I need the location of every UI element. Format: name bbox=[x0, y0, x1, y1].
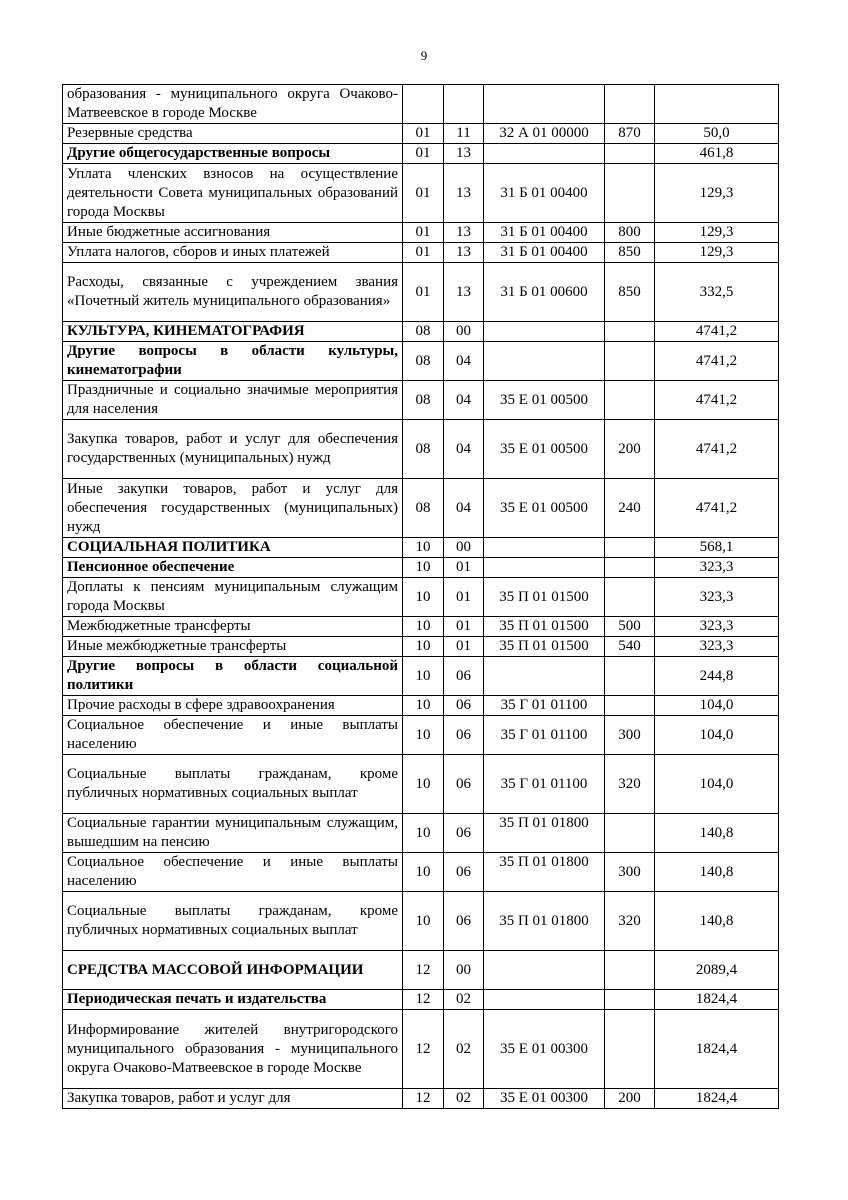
section-code-cell: 08 bbox=[403, 420, 444, 479]
table-row bbox=[63, 951, 779, 990]
amount-cell: 323,3 bbox=[655, 617, 779, 637]
amount-cell: 50,0 bbox=[655, 124, 779, 144]
amount-cell: 140,8 bbox=[655, 814, 779, 853]
amount-cell bbox=[655, 85, 779, 124]
amount-cell: 332,5 bbox=[655, 263, 779, 322]
target-article-cell: 35 Е 01 00300 bbox=[484, 1089, 605, 1109]
row-name-cell: Доплаты к пенсиям муниципальным служащим города Москвы bbox=[63, 578, 403, 617]
amount-cell: 323,3 bbox=[655, 637, 779, 657]
table-row bbox=[63, 755, 779, 814]
row-name-cell: Другие вопросы в области культуры, кинематографии bbox=[63, 342, 403, 381]
expense-type-cell bbox=[605, 1010, 655, 1089]
expense-type-cell bbox=[605, 990, 655, 1010]
section-code-cell: 10 bbox=[403, 578, 444, 617]
amount-cell: 4741,2 bbox=[655, 381, 779, 420]
table-row bbox=[63, 85, 779, 124]
subsection-code-cell: 06 bbox=[444, 755, 484, 814]
table-row bbox=[63, 342, 779, 381]
expense-type-cell: 540 bbox=[605, 637, 655, 657]
row-name-cell: Социальные выплаты гражданам, кроме публичных нормативных социальных выплат bbox=[63, 892, 403, 951]
subsection-code-cell: 01 bbox=[444, 637, 484, 657]
expense-type-cell: 200 bbox=[605, 420, 655, 479]
amount-cell: 323,3 bbox=[655, 578, 779, 617]
row-name-cell: Социальное обеспечение и иные выплаты населению bbox=[63, 716, 403, 755]
expense-type-cell bbox=[605, 814, 655, 853]
subsection-code-cell: 06 bbox=[444, 696, 484, 716]
table-row bbox=[63, 892, 779, 951]
target-article-cell bbox=[484, 144, 605, 164]
section-code-cell: 10 bbox=[403, 617, 444, 637]
table-row bbox=[63, 381, 779, 420]
row-name-cell: Социальные выплаты гражданам, кроме публичных нормативных социальных выплат bbox=[63, 755, 403, 814]
table-row bbox=[63, 716, 779, 755]
section-code-cell: 10 bbox=[403, 558, 444, 578]
section-code-cell: 12 bbox=[403, 951, 444, 990]
table-row bbox=[63, 578, 779, 617]
target-article-cell: 35 Е 01 00500 bbox=[484, 381, 605, 420]
expense-type-cell: 870 bbox=[605, 124, 655, 144]
subsection-code-cell: 06 bbox=[444, 853, 484, 892]
table-row bbox=[63, 814, 779, 853]
subsection-code-cell: 01 bbox=[444, 617, 484, 637]
expense-type-cell: 500 bbox=[605, 617, 655, 637]
target-article-cell bbox=[484, 322, 605, 342]
row-name-cell: Праздничные и социально значимые мероприятия для населения bbox=[63, 381, 403, 420]
target-article-cell: 35 П 01 01500 bbox=[484, 617, 605, 637]
row-name-cell: Закупка товаров, работ и услуг для обеспечения государственных (муниципальных) нужд bbox=[63, 420, 403, 479]
table-row bbox=[63, 322, 779, 342]
subsection-code-cell: 00 bbox=[444, 538, 484, 558]
section-code-cell: 01 bbox=[403, 223, 444, 243]
amount-cell: 1824,4 bbox=[655, 1089, 779, 1109]
target-article-cell bbox=[484, 85, 605, 124]
subsection-code-cell: 04 bbox=[444, 479, 484, 538]
table-row bbox=[63, 637, 779, 657]
row-name-cell: Расходы, связанные с учреждением звания «Почетный житель муниципального образования» bbox=[63, 263, 403, 322]
subsection-code-cell: 13 bbox=[444, 164, 484, 223]
target-article-cell: 35 Г 01 01100 bbox=[484, 755, 605, 814]
row-name-cell: КУЛЬТУРА, КИНЕМАТОГРАФИЯ bbox=[63, 322, 403, 342]
section-code-cell: 10 bbox=[403, 853, 444, 892]
target-article-cell: 35 Е 01 00300 bbox=[484, 1010, 605, 1089]
target-article-cell: 35 П 01 01800 bbox=[484, 853, 605, 892]
subsection-code-cell: 01 bbox=[444, 578, 484, 617]
section-code-cell: 01 bbox=[403, 124, 444, 144]
target-article-cell bbox=[484, 657, 605, 696]
row-name-cell: Межбюджетные трансферты bbox=[63, 617, 403, 637]
expense-type-cell bbox=[605, 538, 655, 558]
amount-cell: 2089,4 bbox=[655, 951, 779, 990]
amount-cell: 129,3 bbox=[655, 164, 779, 223]
amount-cell: 244,8 bbox=[655, 657, 779, 696]
amount-cell: 104,0 bbox=[655, 755, 779, 814]
amount-cell: 129,3 bbox=[655, 223, 779, 243]
expense-type-cell bbox=[605, 951, 655, 990]
subsection-code-cell: 02 bbox=[444, 990, 484, 1010]
expense-type-cell bbox=[605, 342, 655, 381]
target-article-cell bbox=[484, 990, 605, 1010]
subsection-code-cell: 04 bbox=[444, 420, 484, 479]
target-article-cell: 35 П 01 01800 bbox=[484, 814, 605, 853]
expense-type-cell: 850 bbox=[605, 243, 655, 263]
expense-type-cell bbox=[605, 85, 655, 124]
expense-type-cell: 300 bbox=[605, 716, 655, 755]
amount-cell: 1824,4 bbox=[655, 990, 779, 1010]
expense-type-cell bbox=[605, 558, 655, 578]
table-row bbox=[63, 990, 779, 1010]
table-row bbox=[63, 124, 779, 144]
section-code-cell: 01 bbox=[403, 164, 444, 223]
row-name-cell: Иные бюджетные ассигнования bbox=[63, 223, 403, 243]
amount-cell: 4741,2 bbox=[655, 322, 779, 342]
table-row bbox=[63, 853, 779, 892]
row-name-cell: Закупка товаров, работ и услуг для bbox=[63, 1089, 403, 1109]
target-article-cell: 35 Е 01 00500 bbox=[484, 479, 605, 538]
target-article-cell: 31 Б 01 00400 bbox=[484, 243, 605, 263]
expense-type-cell: 800 bbox=[605, 223, 655, 243]
table-row bbox=[63, 657, 779, 696]
row-name-cell: Другие вопросы в области социальной политики bbox=[63, 657, 403, 696]
expense-type-cell: 300 bbox=[605, 853, 655, 892]
row-name-cell: Прочие расходы в сфере здравоохранения bbox=[63, 696, 403, 716]
target-article-cell: 31 Б 01 00400 bbox=[484, 223, 605, 243]
target-article-cell: 31 Б 01 00600 bbox=[484, 263, 605, 322]
section-code-cell: 08 bbox=[403, 381, 444, 420]
target-article-cell: 35 П 01 01500 bbox=[484, 578, 605, 617]
amount-cell: 4741,2 bbox=[655, 479, 779, 538]
amount-cell: 140,8 bbox=[655, 853, 779, 892]
subsection-code-cell: 13 bbox=[444, 243, 484, 263]
section-code-cell: 08 bbox=[403, 479, 444, 538]
amount-cell: 129,3 bbox=[655, 243, 779, 263]
amount-cell: 323,3 bbox=[655, 558, 779, 578]
amount-cell: 140,8 bbox=[655, 892, 779, 951]
table-row bbox=[63, 1010, 779, 1089]
expense-type-cell bbox=[605, 657, 655, 696]
row-name-cell: СРЕДСТВА МАССОВОЙ ИНФОРМАЦИИ bbox=[63, 951, 403, 990]
target-article-cell: 35 Г 01 01100 bbox=[484, 716, 605, 755]
row-name-cell: Иные закупки товаров, работ и услуг для обеспечения государственных (муниципальных) нужд bbox=[63, 479, 403, 538]
amount-cell: 104,0 bbox=[655, 716, 779, 755]
subsection-code-cell: 00 bbox=[444, 951, 484, 990]
section-code-cell: 12 bbox=[403, 990, 444, 1010]
budget-table-body bbox=[63, 85, 779, 1109]
subsection-code-cell: 02 bbox=[444, 1010, 484, 1089]
expense-type-cell bbox=[605, 381, 655, 420]
row-name-cell: Социальные гарантии муниципальным служащим, вышедшим на пенсию bbox=[63, 814, 403, 853]
row-name-cell: Резервные средства bbox=[63, 124, 403, 144]
amount-cell: 4741,2 bbox=[655, 420, 779, 479]
section-code-cell: 08 bbox=[403, 322, 444, 342]
expense-type-cell bbox=[605, 322, 655, 342]
section-code-cell: 10 bbox=[403, 657, 444, 696]
subsection-code-cell: 06 bbox=[444, 657, 484, 696]
section-code-cell: 12 bbox=[403, 1010, 444, 1089]
subsection-code-cell: 13 bbox=[444, 223, 484, 243]
section-code-cell: 01 bbox=[403, 243, 444, 263]
row-name-cell: СОЦИАЛЬНАЯ ПОЛИТИКА bbox=[63, 538, 403, 558]
table-row bbox=[63, 223, 779, 243]
row-name-cell: Периодическая печать и издательства bbox=[63, 990, 403, 1010]
table-row bbox=[63, 243, 779, 263]
target-article-cell: 35 Е 01 00500 bbox=[484, 420, 605, 479]
row-name-cell: Информирование жителей внутригородского муниципального образования - муниципального округа Очаково-Матвеевское в городе Москве bbox=[63, 1010, 403, 1089]
section-code-cell: 10 bbox=[403, 696, 444, 716]
subsection-code-cell: 04 bbox=[444, 381, 484, 420]
table-row bbox=[63, 164, 779, 223]
table-row bbox=[63, 263, 779, 322]
table-row bbox=[63, 479, 779, 538]
page-number: 9 bbox=[420, 48, 428, 63]
amount-cell: 1824,4 bbox=[655, 1010, 779, 1089]
row-name-cell: Иные межбюджетные трансферты bbox=[63, 637, 403, 657]
target-article-cell: 35 П 01 01800 bbox=[484, 892, 605, 951]
table-row bbox=[63, 617, 779, 637]
subsection-code-cell: 02 bbox=[444, 1089, 484, 1109]
section-code-cell: 10 bbox=[403, 637, 444, 657]
section-code-cell: 10 bbox=[403, 538, 444, 558]
row-name-cell: Другие общегосударственные вопросы bbox=[63, 144, 403, 164]
expense-type-cell: 200 bbox=[605, 1089, 655, 1109]
row-name-cell: образования - муниципального округа Очаково-Матвеевское в городе Москве bbox=[63, 85, 403, 124]
amount-cell: 568,1 bbox=[655, 538, 779, 558]
target-article-cell bbox=[484, 558, 605, 578]
subsection-code-cell: 00 bbox=[444, 322, 484, 342]
budget-table bbox=[62, 84, 779, 1109]
expense-type-cell bbox=[605, 696, 655, 716]
subsection-code-cell: 11 bbox=[444, 124, 484, 144]
expense-type-cell: 320 bbox=[605, 755, 655, 814]
subsection-code-cell: 06 bbox=[444, 892, 484, 951]
table-row bbox=[63, 538, 779, 558]
table-row bbox=[63, 144, 779, 164]
expense-type-cell: 320 bbox=[605, 892, 655, 951]
section-code-cell: 01 bbox=[403, 144, 444, 164]
amount-cell: 104,0 bbox=[655, 696, 779, 716]
subsection-code-cell: 06 bbox=[444, 814, 484, 853]
section-code-cell: 01 bbox=[403, 263, 444, 322]
section-code-cell: 10 bbox=[403, 716, 444, 755]
row-name-cell: Уплата членских взносов на осуществление деятельности Совета муниципальных образований города Москвы bbox=[63, 164, 403, 223]
target-article-cell: 35 П 01 01500 bbox=[484, 637, 605, 657]
target-article-cell: 32 А 01 00000 bbox=[484, 124, 605, 144]
section-code-cell: 08 bbox=[403, 342, 444, 381]
row-name-cell: Социальное обеспечение и иные выплаты населению bbox=[63, 853, 403, 892]
amount-cell: 4741,2 bbox=[655, 342, 779, 381]
table-row bbox=[63, 420, 779, 479]
expense-type-cell: 850 bbox=[605, 263, 655, 322]
section-code-cell: 10 bbox=[403, 755, 444, 814]
row-name-cell: Пенсионное обеспечение bbox=[63, 558, 403, 578]
subsection-code-cell: 13 bbox=[444, 144, 484, 164]
section-code-cell: 10 bbox=[403, 814, 444, 853]
amount-cell: 461,8 bbox=[655, 144, 779, 164]
expense-type-cell bbox=[605, 164, 655, 223]
row-name-cell: Уплата налогов, сборов и иных платежей bbox=[63, 243, 403, 263]
expense-type-cell bbox=[605, 578, 655, 617]
subsection-code-cell: 04 bbox=[444, 342, 484, 381]
subsection-code-cell: 13 bbox=[444, 263, 484, 322]
section-code-cell: 10 bbox=[403, 892, 444, 951]
expense-type-cell: 240 bbox=[605, 479, 655, 538]
subsection-code-cell bbox=[444, 85, 484, 124]
expense-type-cell bbox=[605, 144, 655, 164]
section-code-cell bbox=[403, 85, 444, 124]
table-row bbox=[63, 558, 779, 578]
table-row bbox=[63, 1089, 779, 1109]
subsection-code-cell: 06 bbox=[444, 716, 484, 755]
target-article-cell: 31 Б 01 00400 bbox=[484, 164, 605, 223]
target-article-cell bbox=[484, 342, 605, 381]
subsection-code-cell: 01 bbox=[444, 558, 484, 578]
section-code-cell: 12 bbox=[403, 1089, 444, 1109]
target-article-cell bbox=[484, 538, 605, 558]
target-article-cell: 35 Г 01 01100 bbox=[484, 696, 605, 716]
target-article-cell bbox=[484, 951, 605, 990]
table-row bbox=[63, 696, 779, 716]
